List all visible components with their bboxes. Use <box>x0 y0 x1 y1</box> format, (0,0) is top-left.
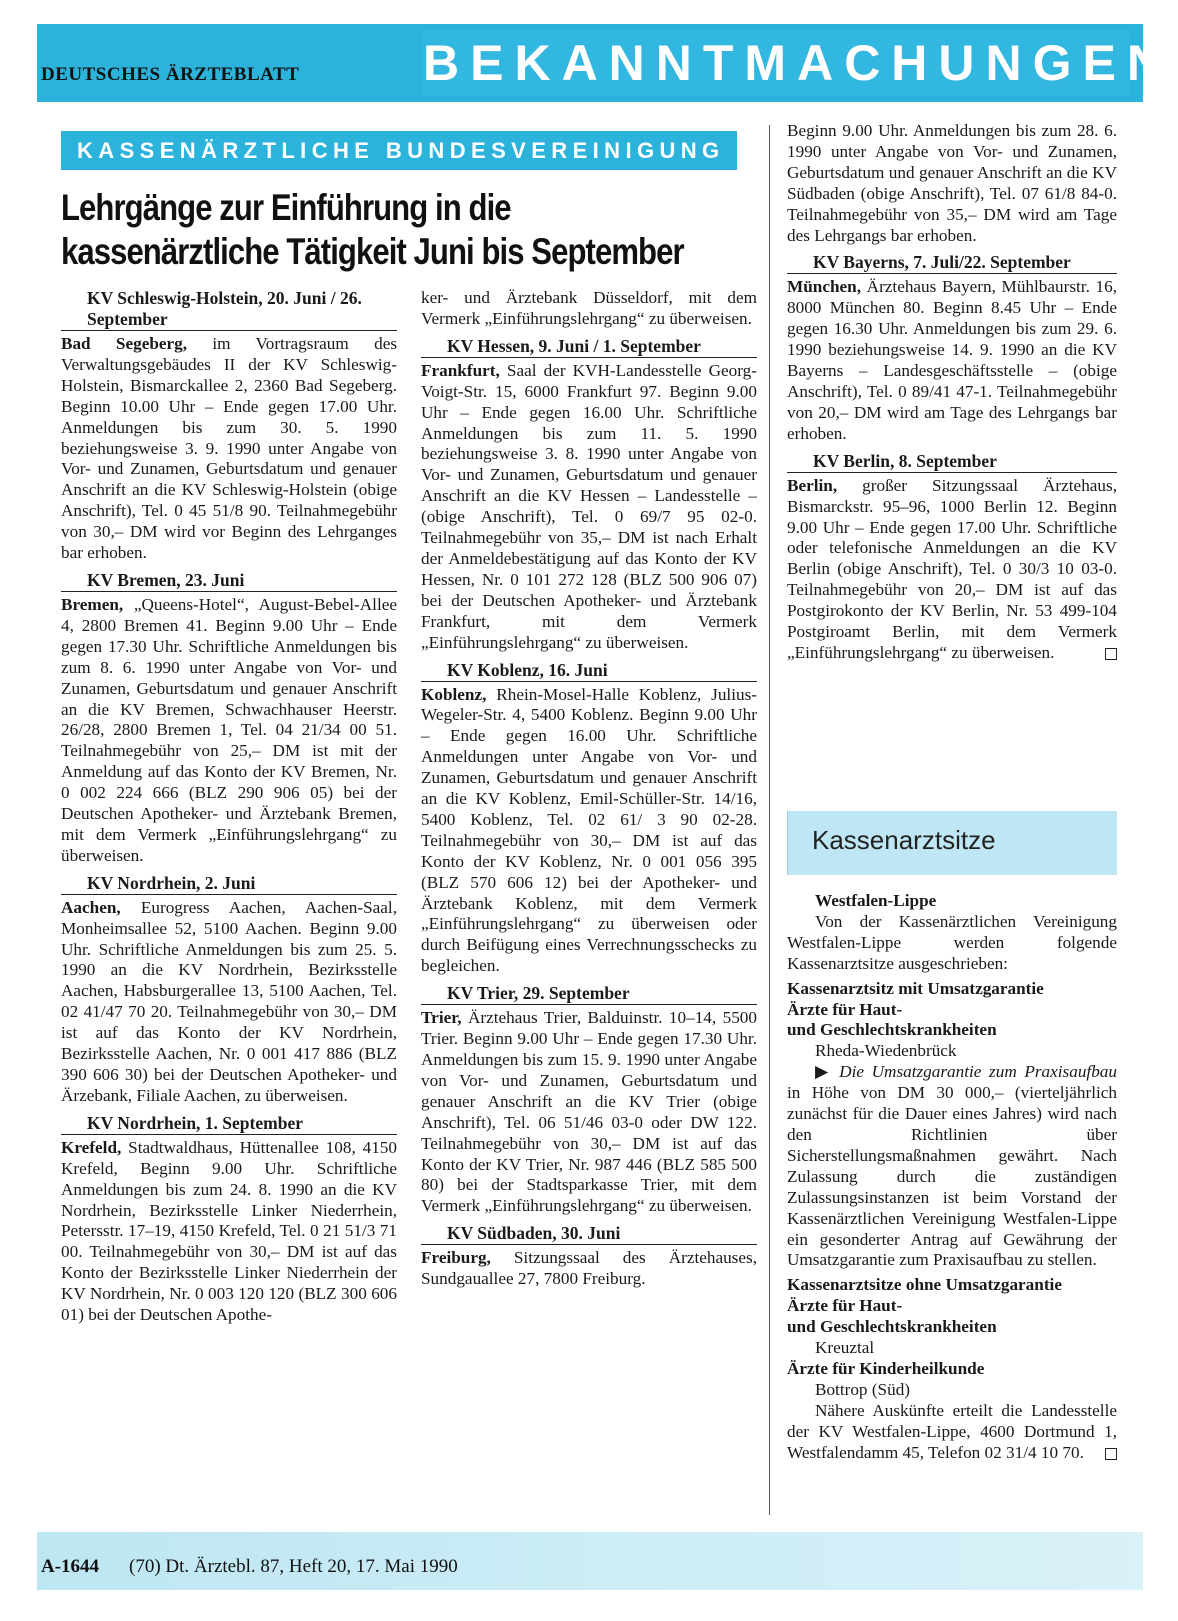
body-text: „Queens-Hotel“, August-Bebel-Allee 4, 2800 Bremen 41. Beginn 9.00 Uhr – Ende gegen 17.30 Uhr. Schriftliche Anmeldungen bis zum 8. 6. 1990 unter Angabe von Vor- und Zunamen, Geburtsdatum und genauer Anschrift an die KV Bremen, Schwachhauser Heerstr. 26/28, 2800 Bremen 1, Tel. 04 21/34 00 51. Teilnahmegebühr von 25,– DM ist mit der Anmeldung auf das Konto der KV Bremen, Nr. 0 002 224 666 (BLZ 290 906 05) bei der Deutschen Apotheker- und Ärztebank Bremen, mit dem Vermerk „Einführungslehrgang“ zu überweisen. <box>61 594 397 865</box>
city-name: Aachen, <box>61 897 121 917</box>
column-2 <box>421 288 757 1290</box>
headline-line-1: Lehrgänge zur Einführung in die <box>61 187 511 228</box>
section-heading-nordrhein-juni: KV Nordrhein, 2. Juni <box>61 873 397 895</box>
intro-text: Von der Kassenärztlichen Vereinigung Westfalen-Lippe werden folgende Kassenarztsitze ausgeschrieben: <box>787 911 1117 973</box>
section-heading-nordrhein-september: KV Nordrhein, 1. September <box>61 1113 397 1135</box>
city-name: Berlin, <box>787 475 838 495</box>
field-heading-2b: und Geschlechtskrankheiten <box>787 1317 997 1337</box>
section-heading-berlin: KV Berlin, 8. September <box>787 451 1117 473</box>
info-text <box>787 1401 1117 1464</box>
place-1: Rheda-Wiedenbrück <box>815 1041 957 1061</box>
kassenarztsitze-box <box>787 811 1117 875</box>
page-number: A-1644 <box>41 1556 100 1577</box>
body-text: Rhein-Mosel-Halle Koblenz, Julius-Wegeler-Str. 4, 5400 Koblenz. Beginn 9.00 Uhr – Ende gegen 16.00 Uhr. Schriftliche Anmeldungen unter Angabe von Vor- und Zunamen, Geburtsdatum und genauer Anschrift an die KV Koblenz, Emil-Schüller-Str. 14/16, 5400 Koblenz, Tel. 02 61/ 3 90 02-28. Teilnahmegebühr von 30,– DM ist auf das Konto der KV Koblenz, Nr. 0 001 056 395 (BLZ 570 606 12) bei der Apotheker- und Ärztebank Koblenz, mit dem Vermerk „Einführungslehrgang“ zu überweisen oder durch Beifügung eines Verrechnungsschecks zu begleichen. <box>421 684 757 976</box>
section-body-berlin <box>787 476 1117 664</box>
section-body-nordrhein-september <box>61 1138 397 1326</box>
body-text: Stadtwaldhaus, Hüttenallee 108, 4150 Krefeld, Beginn 9.00 Uhr. Schriftliche Anmeldungen bis zum 24. 8. 1990 an die KV Nordrhein, Bezirksstelle Linker Niederrhein, Petersstr. 17–19, 4150 Krefeld, Tel. 0 21 51/3 71 00. Teilnahmegebühr von 30,– DM ist auf das Konto der Bezirksstelle Linker Niederrhein der KV Nordrhein, Nr. 0 003 120 120 (BLZ 300 606 01) bei der Deutschen Apothe- <box>61 1137 397 1325</box>
section-body-trier <box>421 1008 757 1217</box>
city-name: Krefeld, <box>61 1137 122 1157</box>
city-name: München, <box>787 277 862 297</box>
section-body-suedbaden <box>421 1248 757 1290</box>
field-heading-1: Ärzte für Haut- <box>787 999 903 1019</box>
section-heading-bremen: KV Bremen, 23. Juni <box>61 570 397 592</box>
region-heading: Westfalen-Lippe <box>815 891 937 910</box>
section-title: BEKANNTMACHUNGEN <box>423 30 1129 96</box>
city-name: Trier, <box>421 1008 462 1028</box>
city-name: Bad Segeberg, <box>61 334 188 353</box>
place-3: Bottrop (Süd) <box>815 1379 911 1399</box>
city-name: Koblenz, <box>421 684 487 704</box>
place-2: Kreuztal <box>815 1338 875 1358</box>
body-text: Ärztehaus Trier, Balduinstr. 10–14, 5500 Trier. Beginn 9.00 Uhr – Ende gegen 17.30 Uhr. Anmeldungen bis zum 15. 9. 1990 unter Angabe von Vor- und Zunamen, Geburtsdatum und genauer Anschrift an die KV Trier (obige Anschrift), Tel. 06 51/46 03-0 oder DW 122. Teilnahmegebühr von 30,– DM ist auf das Konto der KV Trier, Nr. 987 446 (BLZ 585 500 80) bei der Stadtsparkasse Trier, mit dem Vermerk „Einführungslehrgang“ zu überweisen. <box>421 1008 757 1216</box>
section-body-bayern <box>787 277 1117 444</box>
section-heading-schleswig-holstein: KV Schleswig-Holstein, 20. Juni / 26. September <box>61 288 397 331</box>
body-text: großer Sitzungssaal Ärztehaus, Bismarckstr. 95–96, 1000 Berlin 12. Beginn 9.00 Uhr – Ende gegen 17.00 Uhr. Schriftliche oder telefonische Anmeldungen an die KV Berlin (obige Anschrift), Tel. 0 30/3 10 03-0. Teilnahmegebühr von 20,– DM ist auf das Postgirokonto der KV Berlin, Nr. 53 499-104 Postgiroamt Berlin, mit dem Vermerk „Einführungslehrgang“ zu überweisen. <box>787 475 1117 662</box>
section-heading-suedbaden: KV Südbaden, 30. Juni <box>421 1223 757 1245</box>
city-name: Frankfurt, <box>421 360 500 380</box>
body-text: Sitzungssaal des Ärztehauses, Sundgauallee 27, 7800 Freiburg. <box>421 1248 757 1289</box>
end-mark-icon <box>1105 1448 1117 1460</box>
section-heading-bayern: KV Bayerns, 7. Juli/22. September <box>787 252 1117 274</box>
citation: (70) Dt. Ärztebl. 87, Heft 20, 17. Mai 1990 <box>129 1556 458 1577</box>
continued-text: ker- und Ärztebank Düsseldorf, mit dem Vermerk „Einführungslehrgang“ zu überweisen. <box>421 288 757 328</box>
field-heading-1b: und Geschlechtskrankheiten <box>787 1020 997 1040</box>
field-heading-2: Ärzte für Haut- <box>787 1296 903 1316</box>
body-text: im Vortragsraum des Verwaltungsgebäudes II der KV Schleswig-Holstein, Bismarckallee 2, 2360 Bad Segeberg. Beginn 10.00 Uhr – Ende gegen 17.00 Uhr. Anmeldungen bis zum 30. 5. 1990 beziehungsweise 3. 9. 1990 unter Angabe von Vor- und Zunamen, Geburtsdatum und genauer Anschrift an die KV Schleswig-Holstein (obige Anschrift), Tel. 0 45 51/8 90. Teilnahmegebühr von 30,– DM wird vor Beginn des Lehrganges bar erhoben. <box>61 334 398 563</box>
field-heading-3: Ärzte für Kinderheilkunde <box>787 1358 985 1378</box>
continued-text: Beginn 9.00 Uhr. Anmeldungen bis zum 28. 6. 1990 unter Angabe von Vor- und Zunamen, Geburtsdatum und genauer Anschrift an die KV Südbaden (obige Anschrift), Tel. 07 61/8 84-0. Teilnahmegebühr von 35,– DM wird am Tage des Lehrgangs bar erhoben. <box>787 121 1117 245</box>
body-text: Ärztehaus Bayern, Mühlbaurstr. 16, 8000 München 80. Beginn 8.45 Uhr – Ende gegen 16.30 Uhr. Anmeldungen bis zum 29. 6. 1990 beziehungsweise 14. 9. 1990 an die KV Bayerns – Landesgeschäftsstelle – (obige Anschrift), Tel. 0 89/41 47-1. Teilnahmegebühr von 20,– DM wird am Tage des Lehrgangs bar erhoben. <box>787 277 1117 443</box>
guarantee-emphasis: Die Umsatzgarantie zum Praxisaufbau <box>839 1062 1117 1082</box>
triangle-marker-icon: ▶ <box>815 1062 832 1082</box>
footer-band <box>37 1532 1143 1590</box>
column-1 <box>61 288 397 1326</box>
column-3 <box>787 121 1117 664</box>
section-body-koblenz <box>421 685 757 978</box>
city-name: Freiburg, <box>421 1248 491 1268</box>
kbv-label: KASSENÄRZTLICHE BUNDESVEREINIGUNG <box>61 131 737 170</box>
body-text: Nähere Auskünfte erteilt die Landesstelle der KV Westfalen-Lippe, 4600 Dortmund 1, Westfalendamm 45, Telefon 02 31/4 10 70. <box>787 1400 1117 1462</box>
headline-line-2: kassenärztliche Tätigkeit Juni bis September <box>61 231 684 272</box>
section-heading-koblenz: KV Koblenz, 16. Juni <box>421 660 757 682</box>
end-mark-icon <box>1105 648 1117 660</box>
with-guarantee-heading: Kassenarztsitz mit Umsatzgarantie <box>787 978 1044 998</box>
header-band <box>37 24 1174 102</box>
section-body-nordrhein-juni <box>61 898 397 1107</box>
body-text: Saal der KVH-Landesstelle Georg-Voigt-Str. 15, 6000 Frankfurt 97. Beginn 9.00 Uhr – Ende gegen 16.00 Uhr. Schriftliche Anmeldungen bis zum 11. 5. 1990 beziehungsweise 3. 8. 1990 unter Angabe von Vor- und Zunamen, Geburtsdatum und genauer Anschrift an die KV Hessen – Landesstelle – (obige Anschrift), Tel. 0 69/7 95 02-0. Teilnahmegebühr von 35,– DM ist nach Erhalt der Anmeldebestätigung auf das Konto der KV Hessen, Nr. 0 101 272 128 (BLZ 500 906 07) bei der Deutschen Apotheker- und Ärztebank Frankfurt, mit dem Vermerk „Einführungslehrgang“ zu überweisen. <box>421 360 757 652</box>
without-guarantee-heading: Kassenarztsitze ohne Umsatzgarantie <box>787 1275 1062 1295</box>
article-headline <box>61 186 684 274</box>
body-text: Eurogress Aachen, Aachen-Saal, Monheimsallee 52, 5100 Aachen. Beginn 9.00 Uhr. Schriftliche Anmeldungen bis zum 25. 5. 1990 an die KV Nordrhein, Bezirksstelle Aachen, Habsburgerallee 13, 5100 Aachen, Tel. 02 41/47 70 20. Teilnahmegebühr von 30,– DM ist auf das Konto der KV Nordrhein, Bezirksstelle Aachen, Nr. 0 001 417 886 (BLZ 390 606 30) bei der Deutschen Apotheker- und Ärzebank, Filiale Aachen, zu überweisen. <box>61 897 397 1105</box>
kassenarztsitze-title: Kassenarztsitze <box>812 825 996 855</box>
section-body-hessen <box>421 361 757 654</box>
guarantee-text <box>787 1062 1117 1271</box>
kassenarztsitze-text <box>787 891 1117 1463</box>
column-divider <box>769 125 770 1515</box>
section-heading-trier: KV Trier, 29. September <box>421 983 757 1005</box>
section-body-schleswig-holstein <box>61 334 397 564</box>
section-heading-hessen: KV Hessen, 9. Juni / 1. September <box>421 336 757 358</box>
body-text: in Höhe von DM 30 000,– (vierteljährlich zunächst für die Dauer eines Jahres) wird nach den Richtlinien über Sicherstellungsmaßnahmen gewährt. Nach Zulassung durch die zuständigen Zulassungsinstanzen ist beim Vorstand der Kassenärztlichen Vereinigung Westfalen-Lippe ein gesonderter Antrag auf Gewährung der Umsatzgarantie zum Praxisaufbau zu stellen. <box>787 1083 1117 1270</box>
journal-name: DEUTSCHES ÄRZTEBLATT <box>41 64 300 85</box>
section-body-bremen <box>61 595 397 867</box>
city-name: Bremen, <box>61 594 124 614</box>
